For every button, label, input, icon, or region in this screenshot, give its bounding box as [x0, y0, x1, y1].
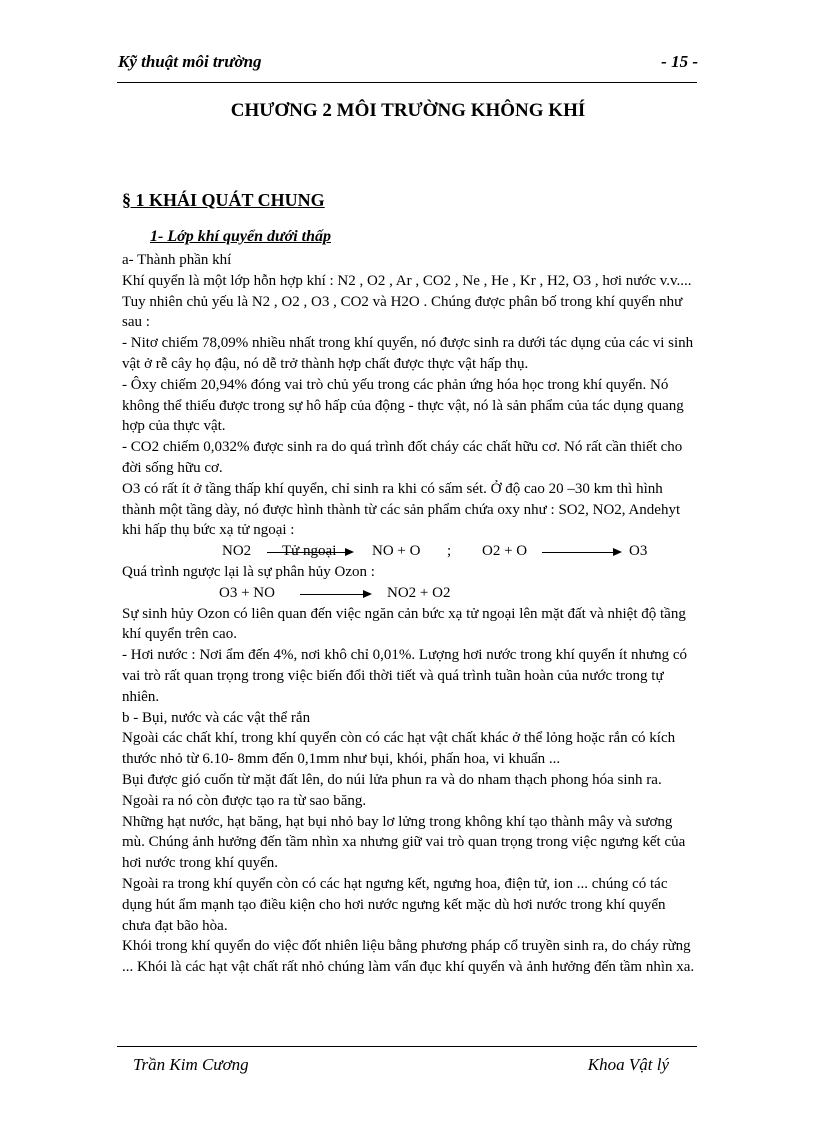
- paragraph: - CO2 chiếm 0,032% được sinh ra do quá trình đốt cháy các chất hữu cơ. Nó rất cần thiết cho đời sống hữu cơ.: [122, 439, 683, 476]
- footer-rule: [117, 1046, 697, 1047]
- paragraph: Khói trong khí quyển do việc đốt nhiên liệu bằng phương pháp cổ truyền sinh ra, do cháy rừng ... Khói là các hạt vật chất rất nhỏ chúng làm vẩn đục khí quyển và ảnh hưởng đến tầm nhìn xa.: [122, 938, 695, 976]
- header-rule: [117, 82, 697, 83]
- page-number: - 15 -: [661, 52, 698, 71]
- paragraph: Những hạt nước, hạt băng, hạt bụi nhỏ bay lơ lửng trong không khí tạo thành mây và sương mù. Chúng ảnh hưởng đến tầm nhìn xa nhưng giữ vai trò quan trọng trong việc ngưng kết của hơi nước trong khí quyển.: [122, 813, 686, 872]
- reaction-arrow: [542, 552, 620, 553]
- equation-product: NO2 + O2: [387, 584, 451, 601]
- paragraph: O3 có rất ít ở tầng thấp khí quyển, chỉ sinh ra khi có sấm sét. Ở độ cao 20 –30 km thì hình thành một tầng dày, nó được hình thành từ các sản phẩm chứa oxy như : SO2, NO2, Andehyt khi hấp thụ bức xạ tử ngoại :: [122, 480, 681, 539]
- paragraph: - Ôxy chiếm 20,94% đóng vai trò chủ yếu trong các phản ứng hóa học trong khí quyển. Nó không thể thiếu được trong sự hô hấp của động - thực vật, nó là sản phẩm của tác dụng quang hợp của thực vật.: [122, 376, 684, 435]
- paragraph: - Nitơ chiếm 78,09% nhiều nhất trong khí quyển, nó được sinh ra dưới tác dụng của các vi sinh vật ở rễ cây họ đậu, nó dễ trở thành hợp chất được thực vật hấp thụ.: [122, 335, 694, 372]
- paragraph: Ngoài ra trong khí quyển còn có các hạt ngưng kết, ngưng hoa, điện tử, ion ... chúng có tác dụng hút ẩm mạnh tạo điều kiện cho hơi nước ngưng kết mặc dù hơi nước trong khí quyển chưa đạt bão hòa.: [122, 875, 668, 934]
- paragraph: a- Thành phần khí: [122, 252, 232, 268]
- header-title: Kỹ thuật môi trường: [118, 52, 262, 71]
- subsection-title: 1- Lớp khí quyển dưới thấp: [150, 228, 331, 245]
- paragraph: - Hơi nước : Nơi ẩm đến 4%, nơi khô chỉ 0,01%. Lượng hơi nước trong khí quyển ít nhưng có vai trò rất quan trọng trong việc biến đổi thời tiết và quá trình tuần hoàn của nước trong tự nhiên.: [122, 647, 688, 705]
- equation-separator: ;: [447, 543, 452, 560]
- equation-product: O3: [629, 543, 648, 560]
- footer-department: Khoa Vật lý: [587, 1055, 669, 1074]
- reaction-arrow: [267, 552, 352, 553]
- reaction-condition: Tử ngoại: [282, 543, 337, 560]
- equation-reactant: O2 + O: [482, 543, 528, 560]
- ozone-decomposition-equation: [122, 583, 697, 604]
- footer-author: Trần Kim Cương: [133, 1055, 249, 1074]
- paragraph: Bụi được gió cuốn từ mặt đất lên, do núi lửa phun ra và do nham thạch phong hóa sinh ra. Ngoài ra nó còn được tạo ra từ sao băng.: [122, 771, 662, 809]
- chapter-title: CHƯƠNG 2 MÔI TRƯỜNG KHÔNG KHÍ: [230, 100, 586, 121]
- equation-reactant: O3 + NO: [219, 584, 275, 601]
- reaction-arrow: [300, 594, 370, 595]
- paragraph: Khí quyển là một lớp hỗn hợp khí : N2 , O2 , Ar , CO2 , Ne , He , Kr , H2, O3 , hơi nước v.v.... Tuy nhiên chủ yếu là N2 , O2 , O3 , CO2 và H2O . Chúng được phân bố trong khí quyển như sau :: [122, 272, 692, 331]
- ozone-formation-equation: [122, 541, 697, 562]
- paragraph: b - Bụi, nước và các vật thể rắn: [122, 709, 311, 726]
- section-title: § 1 KHÁI QUÁT CHUNG: [122, 190, 325, 210]
- paragraph: Sự sinh hủy Ozon có liên quan đến việc ngăn cản bức xạ tử ngoại lên mặt đất và nhiệt độ tầng khí quyển trên cao.: [122, 605, 686, 643]
- paragraph: Quá trình ngược lại là sự phân hủy Ozon :: [122, 563, 375, 580]
- body-text: [122, 250, 697, 978]
- equation-reactant: NO2: [222, 543, 252, 560]
- equation-product: NO + O: [372, 543, 421, 560]
- paragraph: Ngoài các chất khí, trong khí quyển còn có các hạt vật chất khác ở thể lỏng hoặc rắn có kích thước nhỏ từ 6.10- 8mm đến 0,1mm như bụi, khói, phấn hoa, vi khuẩn ...: [122, 730, 676, 768]
